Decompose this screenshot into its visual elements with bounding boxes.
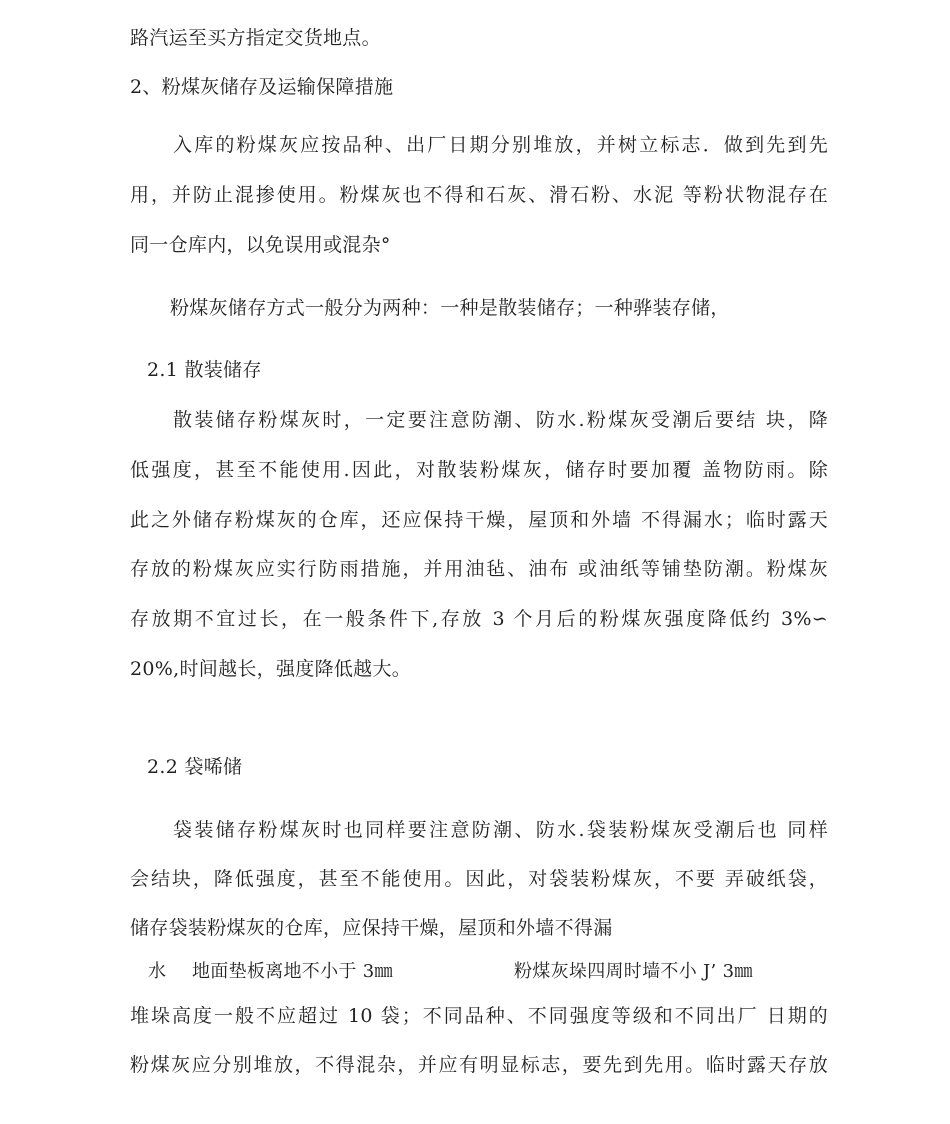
- paragraph-line: 用，并防止混掺使用。粉煤灰也不得和石灰、滑石粉、水泥 等粉状物混存在: [130, 184, 828, 206]
- table-cell: 水: [148, 961, 167, 982]
- subsection-heading: 2.2 袋唏储: [147, 756, 243, 778]
- section-heading: 2、粉煤灰储存及运输保障措施: [130, 76, 394, 98]
- paragraph-line: 袋装储存粉煤灰时也同样要注意防潮、防水.袋装粉煤灰受潮后也 同样: [173, 819, 828, 841]
- table-cell: 粉煤灰垛四周时墙不小 J’ 3㎜: [514, 961, 753, 982]
- paragraph-line: 此之外储存粉煤灰的仓库，还应保持干燥，屋顶和外墙 不得漏水；临时露天: [130, 509, 828, 531]
- paragraph-line: 散装储存粉煤灰时，一定要注意防潮、防水.粉煤灰受潮后要结 块，降: [173, 409, 828, 431]
- paragraph-line: 同一仓库内，以免误用或混杂°: [130, 234, 391, 256]
- paragraph-line: 存放期不宜过长，在一般条件下,存放 3 个月后的粉煤灰强度降低约 3%∽: [130, 608, 828, 630]
- paragraph-line: 粉煤灰储存方式一般分为两种：一种是散装储存；一种骅装存储，: [170, 297, 730, 319]
- paragraph-line: 存放的粉煤灰应实行防雨措施，并用油毡、油布 或油纸等铺垫防潮。粉煤灰: [130, 558, 828, 580]
- subsection-heading: 2.1 散装储存: [147, 359, 262, 381]
- table-cell: 地面垫板离地不小于 3㎜: [192, 961, 393, 982]
- text-line: 路汽运至买方指定交货地点。: [130, 27, 381, 49]
- paragraph-line: 粉煤灰应分别堆放，不得混杂，并应有明显标志，要先到先用。临时露天存放: [130, 1054, 828, 1076]
- paragraph-line: 低强度，甚至不能使用.因此，对散装粉煤灰，储存时要加覆 盖物防雨。除: [130, 459, 828, 481]
- paragraph-line: 储存袋装粉煤灰的仓库，应保持干燥，屋顶和外墙不得漏: [130, 917, 613, 939]
- paragraph-line: 20%,时间越长，强度降低越大。: [130, 658, 412, 680]
- paragraph-line: 入库的粉煤灰应按品种、出厂日期分别堆放，并树立标志．做到先到先: [173, 134, 828, 156]
- paragraph-line: 会结块，降低强度，甚至不能使用。因此，对袋装粉煤灰，不要 弄破纸袋，: [130, 868, 828, 890]
- paragraph-line: 堆垛高度一般不应超过 10 袋；不同品种、不同强度等级和不同出厂 日期的: [130, 1005, 828, 1027]
